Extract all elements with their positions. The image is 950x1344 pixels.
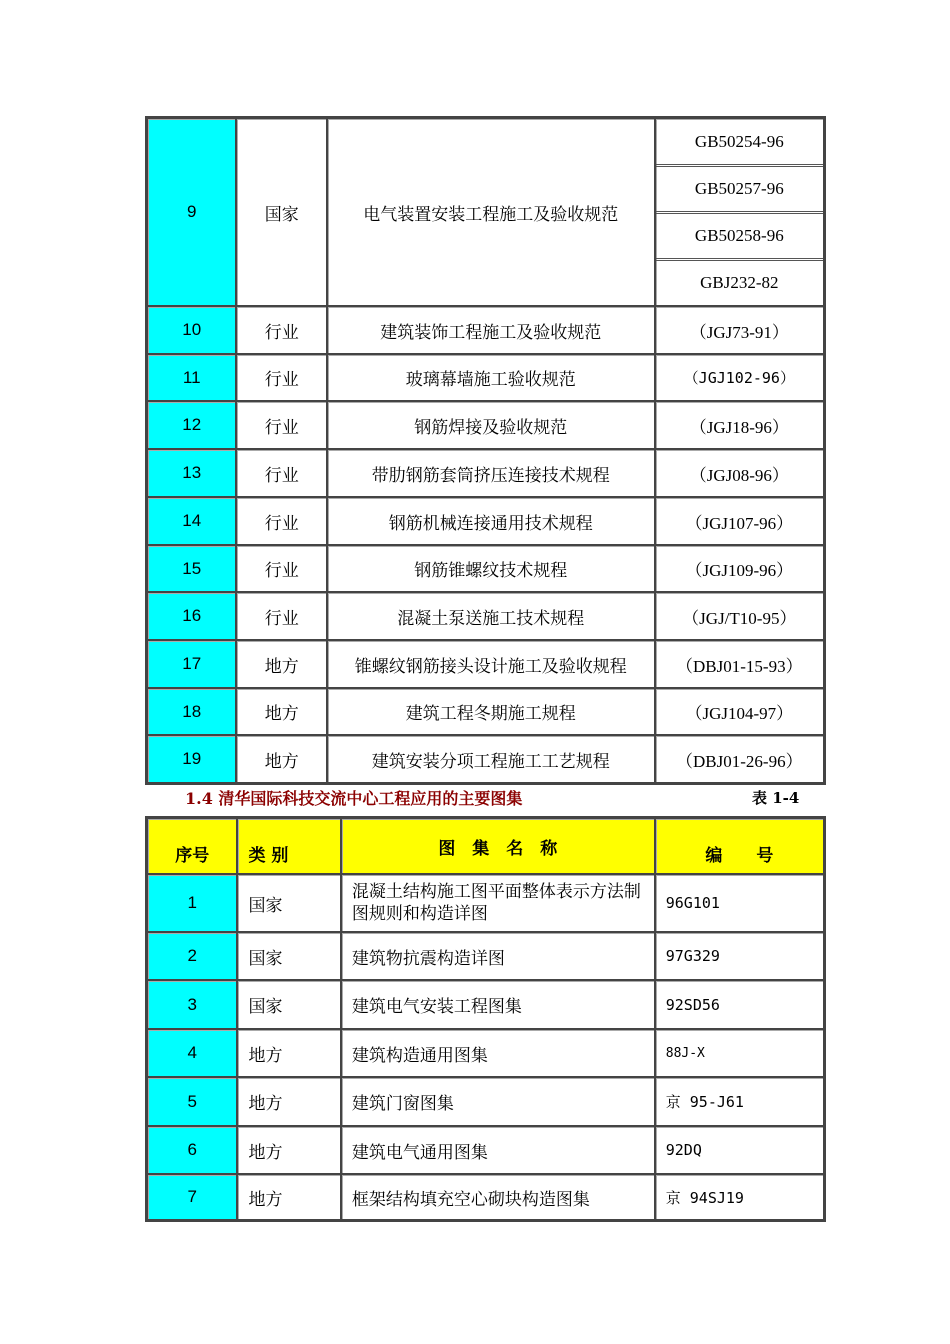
row-number: 14 [147, 497, 236, 545]
row-number: 11 [147, 354, 236, 401]
row-category: 行业 [236, 306, 326, 354]
row-category: 行业 [236, 497, 326, 545]
row-number: 6 [147, 1126, 237, 1174]
table-row [147, 640, 824, 688]
row-code: （DBJ01-26-96） [655, 735, 824, 783]
row-name: 钢筋机械连接通用技术规程 [327, 497, 655, 545]
table-row [147, 497, 824, 545]
row-category: 行业 [236, 401, 326, 449]
row-code: 88J-X [655, 1029, 824, 1077]
row-code: GB50254-96 [656, 120, 823, 167]
row-category: 行业 [236, 592, 326, 640]
table-header-row [147, 818, 824, 874]
row-number: 4 [147, 1029, 237, 1077]
row-name: 建筑构造通用图集 [341, 1029, 655, 1077]
row-code: （DBJ01-15-93） [655, 640, 824, 688]
row-name: 建筑工程冬期施工规程 [327, 688, 655, 735]
row-category: 行业 [236, 545, 326, 592]
table-row [147, 449, 824, 497]
row-category: 地方 [236, 688, 326, 735]
standards-table [145, 116, 826, 785]
table-row [147, 1077, 824, 1126]
row-category: 行业 [236, 354, 326, 401]
row-category: 国家 [237, 874, 340, 932]
row-category: 地方 [236, 640, 326, 688]
table-row [147, 1029, 824, 1077]
row-code: GBJ232-82 [700, 272, 779, 292]
row-category: 地方 [237, 1077, 340, 1126]
header-name: 图 集 名 称 [341, 818, 655, 874]
row-number: 7 [147, 1174, 237, 1220]
row-name: 建筑装饰工程施工及验收规范 [327, 306, 655, 354]
row-number: 3 [147, 980, 237, 1029]
header-code: 编 号 [655, 818, 824, 874]
row-name: 钢筋焊接及验收规范 [327, 401, 655, 449]
table-row [147, 118, 824, 306]
row-code: GB50257-96 [656, 167, 823, 214]
table-number: 表 1-4 [752, 789, 800, 807]
row-number: 2 [147, 932, 237, 980]
row-code: GB50258-96 [656, 214, 823, 261]
row-code: （JGJ/T10-95） [655, 592, 824, 640]
row-category: 地方 [237, 1029, 340, 1077]
table-row [147, 1174, 824, 1220]
table-row [147, 545, 824, 592]
row-category: 地方 [236, 735, 326, 783]
row-number: 12 [147, 401, 236, 449]
table-row [147, 306, 824, 354]
row-code: （JGJ107-96） [655, 497, 824, 545]
drawing-sets-table [145, 816, 826, 1222]
row-name: 电气装置安装工程施工及验收规范 [327, 118, 655, 306]
row-number: 15 [147, 545, 236, 592]
row-name: 带肋钢筋套筒挤压连接技术规程 [327, 449, 655, 497]
table-row [147, 1126, 824, 1174]
row-name: 建筑安装分项工程施工工艺规程 [327, 735, 655, 783]
table-caption: 1.4 清华国际科技交流中心工程应用的主要图集 [185, 789, 523, 808]
row-code: 96G101 [655, 874, 824, 932]
row-name: 建筑物抗震构造详图 [341, 932, 655, 980]
row-name: 建筑电气安装工程图集 [341, 980, 655, 1029]
row-codes [655, 118, 824, 306]
table-row [147, 874, 824, 932]
table-row [147, 354, 824, 401]
row-number: 10 [147, 306, 236, 354]
row-name: 建筑电气通用图集 [341, 1126, 655, 1174]
row-code: 92DQ [655, 1126, 824, 1174]
row-name: 锥螺纹钢筋接头设计施工及验收规程 [327, 640, 655, 688]
row-code: 京 94SJ19 [655, 1174, 824, 1220]
row-code: （JGJ73-91） [655, 306, 824, 354]
row-name: 钢筋锥螺纹技术规程 [327, 545, 655, 592]
row-number: 19 [147, 735, 236, 783]
row-category: 地方 [237, 1174, 340, 1220]
row-name: 框架结构填充空心砌块构造图集 [341, 1174, 655, 1220]
table-row [147, 592, 824, 640]
row-code: （JGJ104-97） [655, 688, 824, 735]
row-code: （JGJ109-96） [655, 545, 824, 592]
row-code: （JGJ102-96） [655, 354, 824, 401]
row-number: 13 [147, 449, 236, 497]
row-category: 国家 [237, 932, 340, 980]
row-name: 建筑门窗图集 [341, 1077, 655, 1126]
row-number: 16 [147, 592, 236, 640]
table-row [147, 735, 824, 783]
row-code: 京 95-J61 [655, 1077, 824, 1126]
row-code: （JGJ18-96） [655, 401, 824, 449]
row-name: 玻璃幕墙施工验收规范 [327, 354, 655, 401]
row-number: 5 [147, 1077, 237, 1126]
header-category: 类 别 [237, 818, 340, 874]
row-number: 1 [147, 874, 237, 932]
row-code: 92SD56 [655, 980, 824, 1029]
table-row [147, 980, 824, 1029]
row-name: 混凝土泵送施工技术规程 [327, 592, 655, 640]
header-number: 序号 [147, 818, 237, 874]
table-row [147, 932, 824, 980]
row-number: 9 [147, 118, 236, 306]
row-category: 国家 [236, 118, 326, 306]
row-name: 混凝土结构施工图平面整体表示方法制图规则和构造详图 [341, 874, 655, 932]
row-category: 国家 [237, 980, 340, 1029]
row-number: 17 [147, 640, 236, 688]
table-row [147, 688, 824, 735]
row-category: 行业 [236, 449, 326, 497]
row-category: 地方 [237, 1126, 340, 1174]
row-code: 97G329 [655, 932, 824, 980]
table-row [147, 401, 824, 449]
row-code: （JGJ08-96） [655, 449, 824, 497]
row-number: 18 [147, 688, 236, 735]
